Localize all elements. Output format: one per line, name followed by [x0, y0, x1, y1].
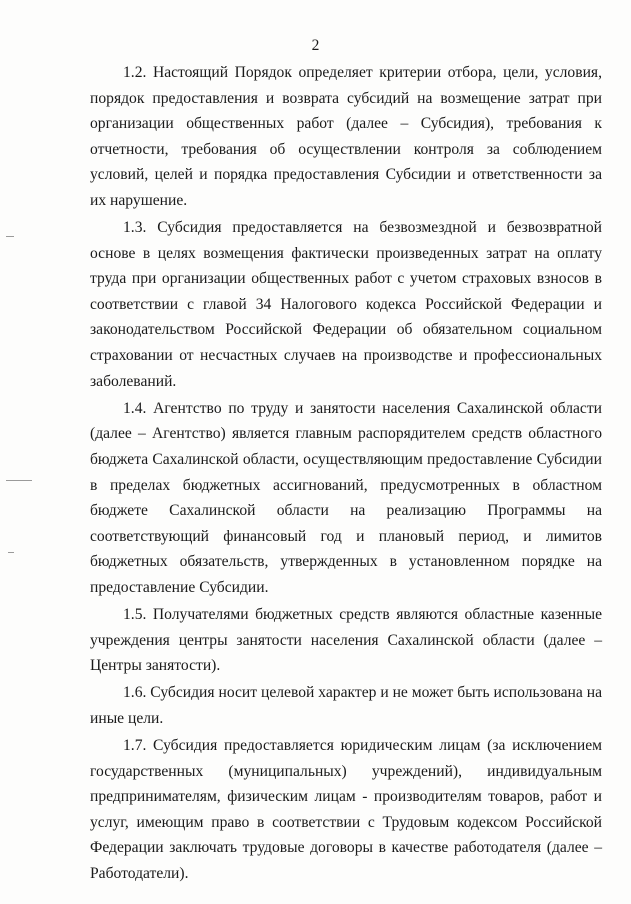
scan-artifact-mark: [6, 236, 14, 237]
page-number: 2: [311, 37, 320, 54]
document-body: [90, 60, 602, 888]
paragraph-1-7: 1.7. Субсидия предоставляется юридическим лицам (за исключением государственных (муниципальных) учреждений), индивидуальным предпринимателям, физическим лицам - производителям товаров, работ и услуг, имеющим право в соответствии с Трудовым кодексом Российской Федерации заключать трудовые договоры в качестве работодателя (далее – Работодатели).: [90, 736, 602, 882]
paragraph-1-3: 1.3. Субсидия предоставляется на безвозмездной и безвозвратной основе в целях возмещения фактически произведенных затрат на оплату труда при организации общественных работ с учетом страховых взносов в соответствии с главой 34 Налогового кодекса Российской Федерации и законодательством Российской Федерации об обязательном социальном страховании от несчастных случаев на производстве и профессиональных заболеваний.: [90, 219, 602, 390]
paragraph-1-4: 1.4. Агентство по труду и занятости населения Сахалинской области (далее – Агентство) является главным распорядителем средств областного бюджета Сахалинской области, осуществляющим предоставление Субсидии в пределах бюджетных ассигнований, предусмотренных в областном бюджете Сахалинской области на реализацию Программы на соответствующий финансовый год и плановый период, и лимитов бюджетных обязательств, утвержденных в установленном порядке на предоставление Субсидии.: [90, 399, 602, 596]
paragraph-1-5: 1.5. Получателями бюджетных средств являются областные казенные учреждения центры занятости населения Сахалинской области (далее – Центры занятости).: [90, 605, 602, 675]
paragraph-1-2: 1.2. Настоящий Порядок определяет критерии отбора, цели, условия, порядок предоставления и возврата субсидий на возмещение затрат при организации общественных работ (далее – Субсидия), требования к отчетности, требования об осуществлении контроля за соблюдением условий, целей и порядка предоставления Субсидии и ответственности за их нарушение.: [90, 64, 602, 209]
scan-artifact-mark: [8, 552, 14, 553]
paragraph-1-6: 1.6. Субсидия носит целевой характер и не может быть использована на иные цели.: [90, 684, 602, 727]
scan-artifact-mark: [6, 480, 32, 481]
